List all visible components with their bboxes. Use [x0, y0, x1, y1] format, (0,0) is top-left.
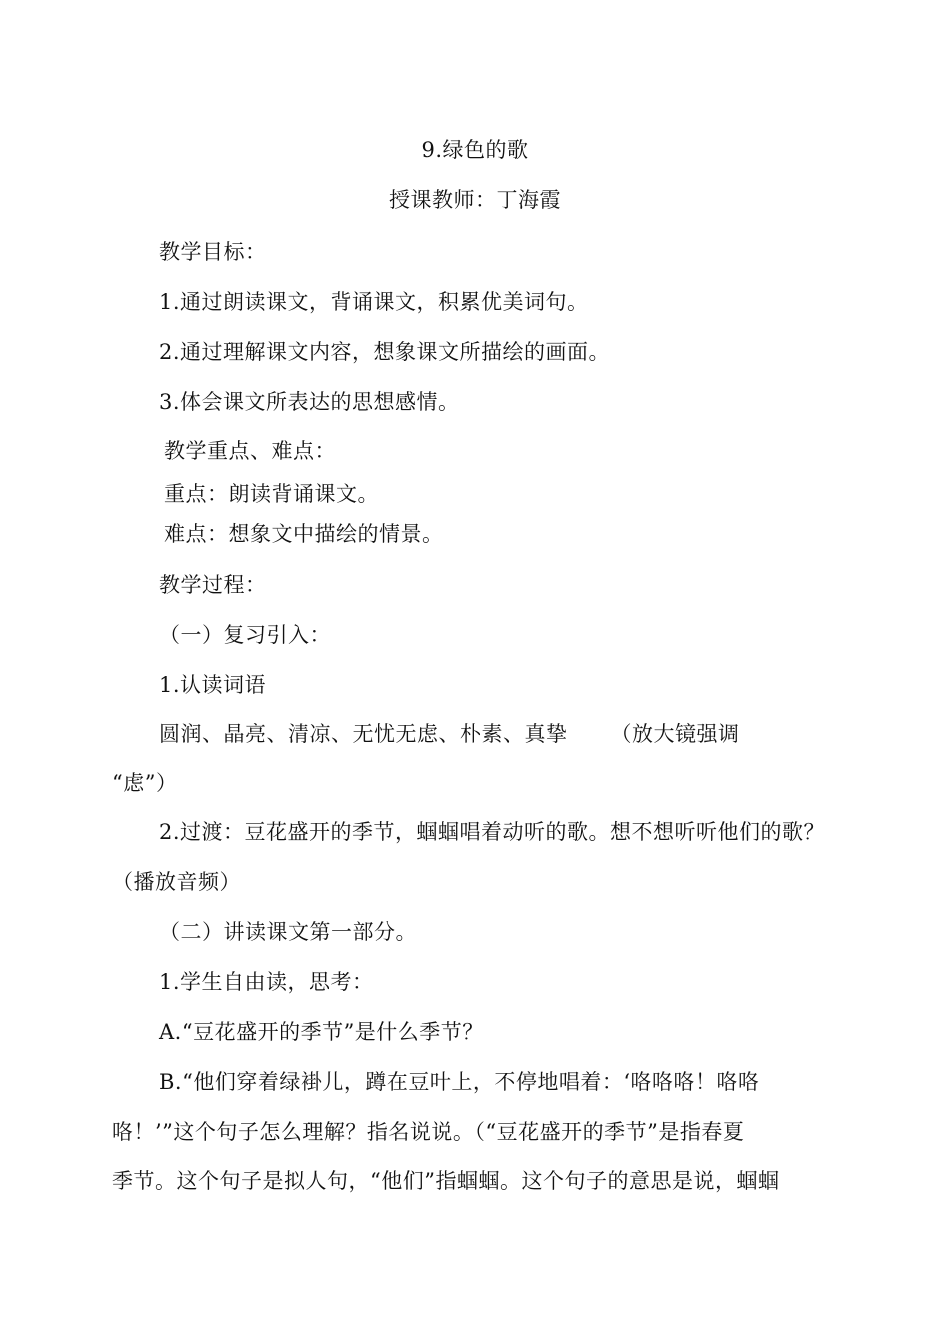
- paragraph-line: B.“他们穿着绿褂儿，蹲在豆叶上，不停地唱着：‘咯咯咯！咯咯: [159, 1070, 760, 1094]
- paragraph-line: （播放音频）: [112, 870, 241, 894]
- paragraph-line: “虑”）: [112, 771, 178, 795]
- paragraph-line: 1.通过朗读课文，背诵课文，积累优美词句。: [159, 290, 589, 314]
- paragraph-line: 圆润、晶亮、清凉、无忧无虑、朴素、真挚 （放大镜强调: [159, 722, 740, 746]
- paragraph-line: 1.学生自由读，思考：: [159, 970, 374, 994]
- paragraph-line: 2.过渡：豆花盛开的季节，蝈蝈唱着动听的歌。想不想听听他们的歌？: [159, 820, 826, 844]
- document-title: 9.绿色的歌: [421, 138, 529, 162]
- subsection-heading: （一）复习引入：: [159, 623, 331, 647]
- paragraph-line: 季节。这个句子是拟人句，“他们”指蝈蝈。这个句子的意思是说，蝈蝈: [112, 1169, 780, 1193]
- section-heading-process: 教学过程：: [159, 573, 267, 597]
- paragraph-line: 2.通过理解课文内容，想象课文所描绘的画面。: [159, 340, 611, 364]
- section-heading-key-points: 教学重点、难点：: [164, 439, 336, 463]
- paragraph-line: 3.体会课文所表达的思想感情。: [159, 390, 460, 414]
- section-heading-objectives: 教学目标：: [159, 240, 267, 264]
- subsection-heading: （二）讲读课文第一部分。: [159, 920, 417, 944]
- paragraph-line: 1.认读词语: [159, 673, 267, 697]
- paragraph-line: 咯！’”这个句子怎么理解？指名说说。（“豆花盛开的季节”是指春夏: [112, 1120, 745, 1144]
- paragraph-line: 重点：朗读背诵课文。: [164, 482, 379, 506]
- paragraph-line: 难点：想象文中描绘的情景。: [164, 522, 444, 546]
- paragraph-line: A.“豆花盛开的季节”是什么季节？: [159, 1020, 484, 1044]
- teacher-line: 授课教师：丁海霞: [389, 188, 561, 212]
